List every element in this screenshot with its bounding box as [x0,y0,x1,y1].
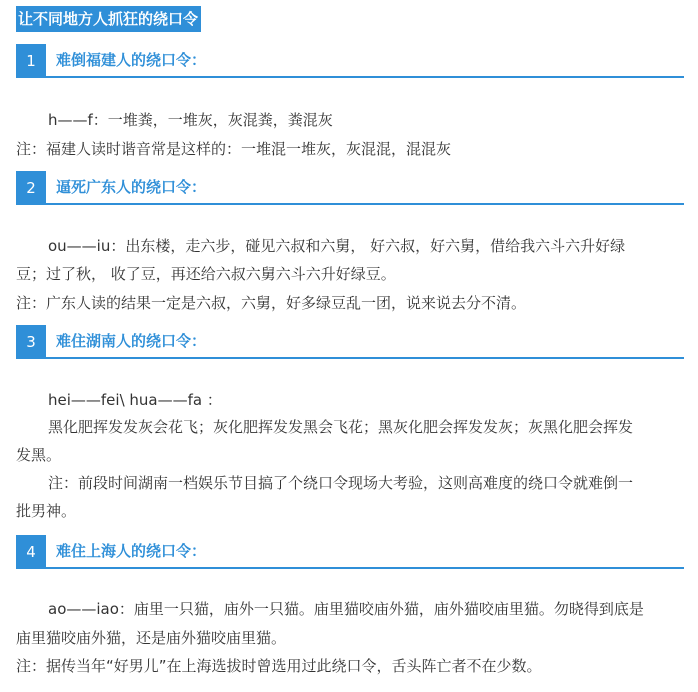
paragraph: hei——fei\ hua——fa ： [48,391,222,409]
section-heading: 逼死广东人的绕口令： [56,178,207,196]
note-paragraph: 注：据传当年“好男儿”在上海选拔时曾选用过此绕口令，舌头阵亡者不在少数。 [16,657,542,675]
section-heading: 难倒福建人的绕口令： [56,51,207,69]
note-paragraph-line: 注：前段时间湖南一档娱乐节目搞了个绕口令现场大考验，这则高难度的绕口令就难倒一 [48,474,634,492]
section-divider [46,203,684,205]
paragraph-line: ou——iu：出东楼，走六步，碰见六叔和六舅， 好六叔，好六舅，借给我六斗六升好绿 [48,237,626,255]
section-header-1 [16,44,684,78]
section-header-4 [16,535,684,569]
paragraph: h——f：一堆粪，一堆灰，灰混粪，粪混灰 [48,111,333,129]
section-heading: 难住湖南人的绕口令： [56,332,207,350]
section-heading: 难住上海人的绕口令： [56,542,207,560]
paragraph-line: 黑化肥挥发发灰会花飞；灰化肥挥发发黑会飞花；黑灰化肥会挥发发灰；灰黑化肥会挥发 [48,418,634,436]
article-title: 让不同地方人抓狂的绕口令 [16,6,201,32]
section-divider [46,76,684,78]
section-header-3 [16,325,684,359]
section-header-2 [16,171,684,205]
section-number-badge: 1 [16,44,46,78]
section-number-badge: 4 [16,535,46,569]
note-paragraph: 注：广东人读的结果一定是六叔，六舅，好多绿豆乱一团，说来说去分不清。 [16,294,527,312]
paragraph-line: 庙里猫咬庙外猫，还是庙外猫咬庙里猫。 [16,629,287,647]
paragraph-line: 豆；过了秋， 收了豆，再还给六叔六舅六斗六升好绿豆。 [16,265,396,283]
section-divider [46,567,684,569]
section-divider [46,357,684,359]
note-paragraph: 注：福建人读时谐音常是这样的：一堆混一堆灰，灰混混，混混灰 [16,140,452,158]
note-paragraph-line: 批男神。 [16,502,77,520]
paragraph-line: 发黑。 [16,446,62,464]
section-number-badge: 3 [16,325,46,359]
section-number-badge: 2 [16,171,46,205]
paragraph-line: ao——iao：庙里一只猫，庙外一只猫。庙里猫咬庙外猫，庙外猫咬庙里猫。勿晓得到底是 [48,600,644,618]
